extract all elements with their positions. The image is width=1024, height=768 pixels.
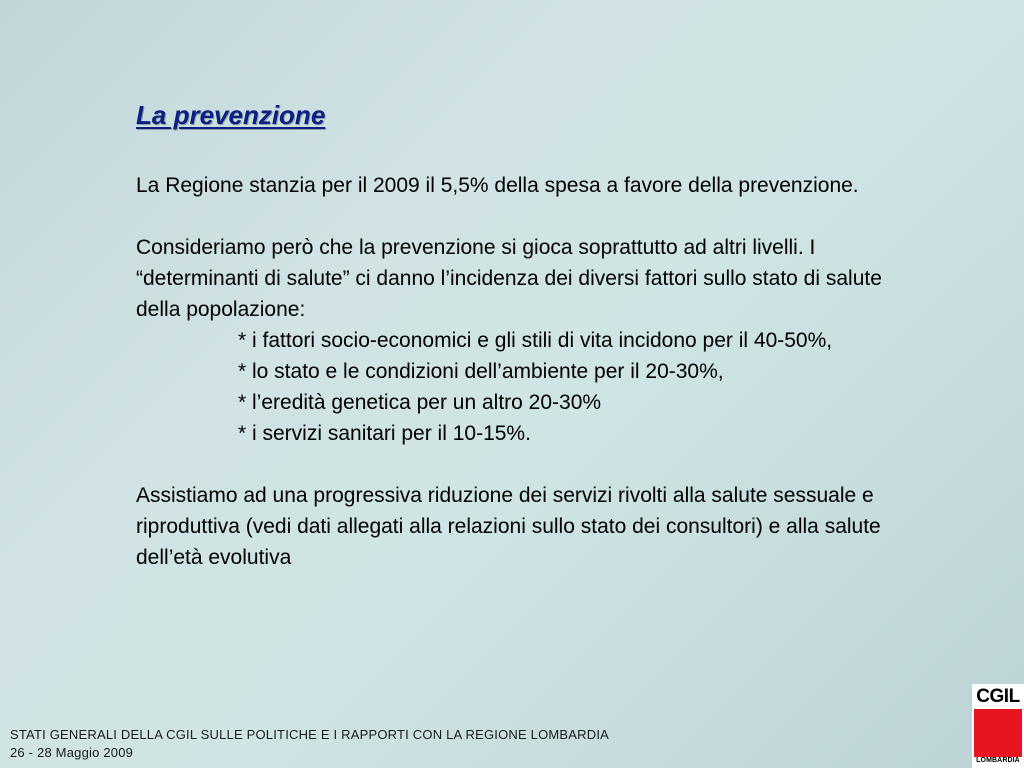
- footer-event-title: STATI GENERALI DELLA CGIL SULLE POLITICHE E I RAPPORTI CON LA REGIONE LOMBARDIA: [10, 727, 610, 742]
- paragraph-determinants: Consideriamo però che la prevenzione si gioca soprattutto ad altri livelli. I “determinanti di salute” ci danno l’incidenza dei diversi fattori sullo stato di salute della popolazione:: [136, 236, 882, 321]
- paragraph-budget: La Regione stanzia per il 2009 il 5,5% della spesa a favore della prevenzione.: [136, 174, 859, 197]
- list-item: * i fattori socio-economici e gli stili di vita incidono per il 40-50%,: [238, 329, 833, 352]
- logo-region: LOMBARDIA: [976, 757, 1020, 764]
- paragraph-services: Assistiamo ad una progressiva riduzione dei servizi rivolti alla salute sessuale e riproduttiva (vedi dati allegati alla relazioni sullo stato dei consultori) e alla salute dell’età evolutiva: [136, 484, 881, 569]
- spacer: [136, 449, 916, 480]
- list-item: * i servizi sanitari per il 10-15%.: [238, 422, 531, 445]
- slide-body: [136, 170, 916, 573]
- slide-title: La prevenzione: [136, 100, 326, 130]
- cgil-logo: [972, 684, 1024, 768]
- footer-event-dates: 26 - 28 Maggio 2009: [10, 745, 134, 760]
- logo-wordmark: CGIL: [976, 686, 1020, 707]
- list-item: * l’eredità genetica per un altro 20-30%: [238, 391, 602, 414]
- spacer: [136, 201, 916, 232]
- list-item: * lo stato e le condizioni dell’ambiente per il 20-30%,: [238, 360, 724, 383]
- determinants-list: [136, 325, 916, 449]
- slide-footer: [10, 726, 609, 762]
- logo-red-block: [974, 709, 1022, 757]
